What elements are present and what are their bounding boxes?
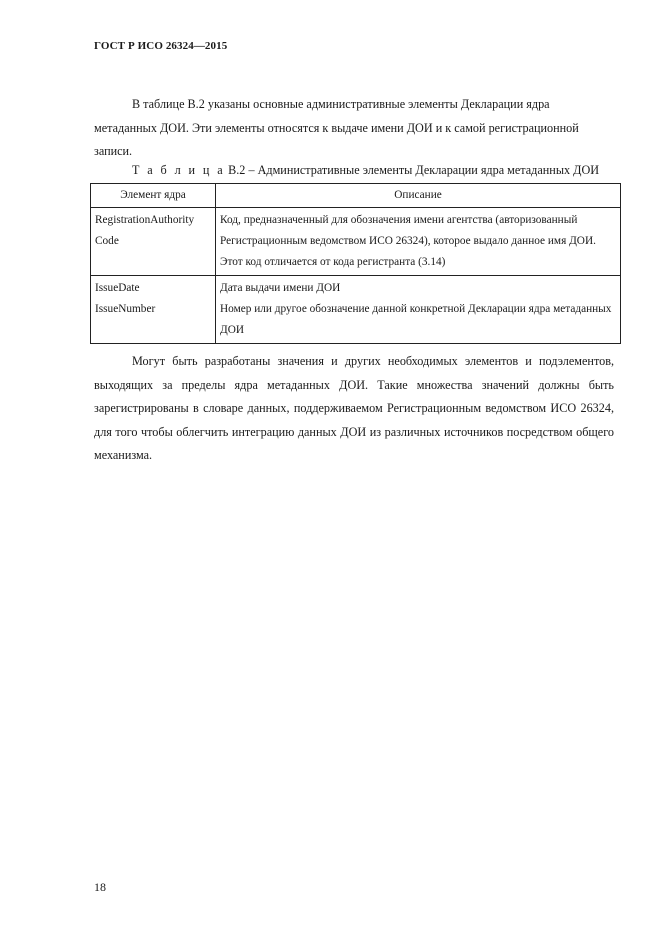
element-description: Номер или другое обозначение данной конкретной Декларации ядра метаданных ДОИ — [220, 303, 612, 336]
admin-elements-table — [90, 183, 621, 344]
column-header-description: Описание — [216, 184, 621, 208]
description-cell — [216, 276, 621, 344]
element-name: RegistrationAuthority — [95, 214, 195, 226]
column-header-element: Элемент ядра — [91, 184, 216, 208]
element-cell — [91, 208, 216, 276]
intro-paragraph: В таблице В.2 указаны основные административные элементы Декларации ядра метаданных ДОИ. Эти элементы относятся к выдаче имени ДОИ и к самой регистрационной записи. — [94, 97, 579, 158]
page-header: ГОСТ Р ИСО 26324—2015 — [94, 40, 228, 52]
table-caption-label: Т а б л и ц а — [132, 163, 226, 177]
element-name: IssueDate — [95, 282, 140, 294]
element-description: Код, предназначенный для обозначения имени агентства (авторизованный Регистрационным ведомством ИСО 26324), которое выдало данное имя ДОИ. Этот код отличается от кода регистранта (3.14) — [220, 214, 596, 268]
element-cell — [91, 276, 216, 344]
body-paragraph: Могут быть разработаны значения и других необходимых элементов и подэлементов, выходящих за пределы ядра метаданных ДОИ. Такие множества значений должны быть зарегистрированы в словаре данных, поддерживаемом Регистрационным ведомством ИСО 26324, для того чтобы облегчить интеграцию данных ДОИ из различных источников посредством общего механизма. — [94, 354, 614, 462]
table-header-row — [91, 184, 621, 208]
table-row — [91, 208, 621, 276]
table-caption — [132, 163, 599, 178]
page-number: 18 — [94, 880, 106, 894]
table-caption-text: В.2 – Административные элементы Декларации ядра метаданных ДОИ — [225, 163, 600, 177]
description-cell — [216, 208, 621, 276]
element-name: Code — [95, 235, 119, 247]
element-description: Дата выдачи имени ДОИ — [220, 282, 341, 294]
element-name: IssueNumber — [95, 303, 156, 315]
table-row — [91, 276, 621, 344]
